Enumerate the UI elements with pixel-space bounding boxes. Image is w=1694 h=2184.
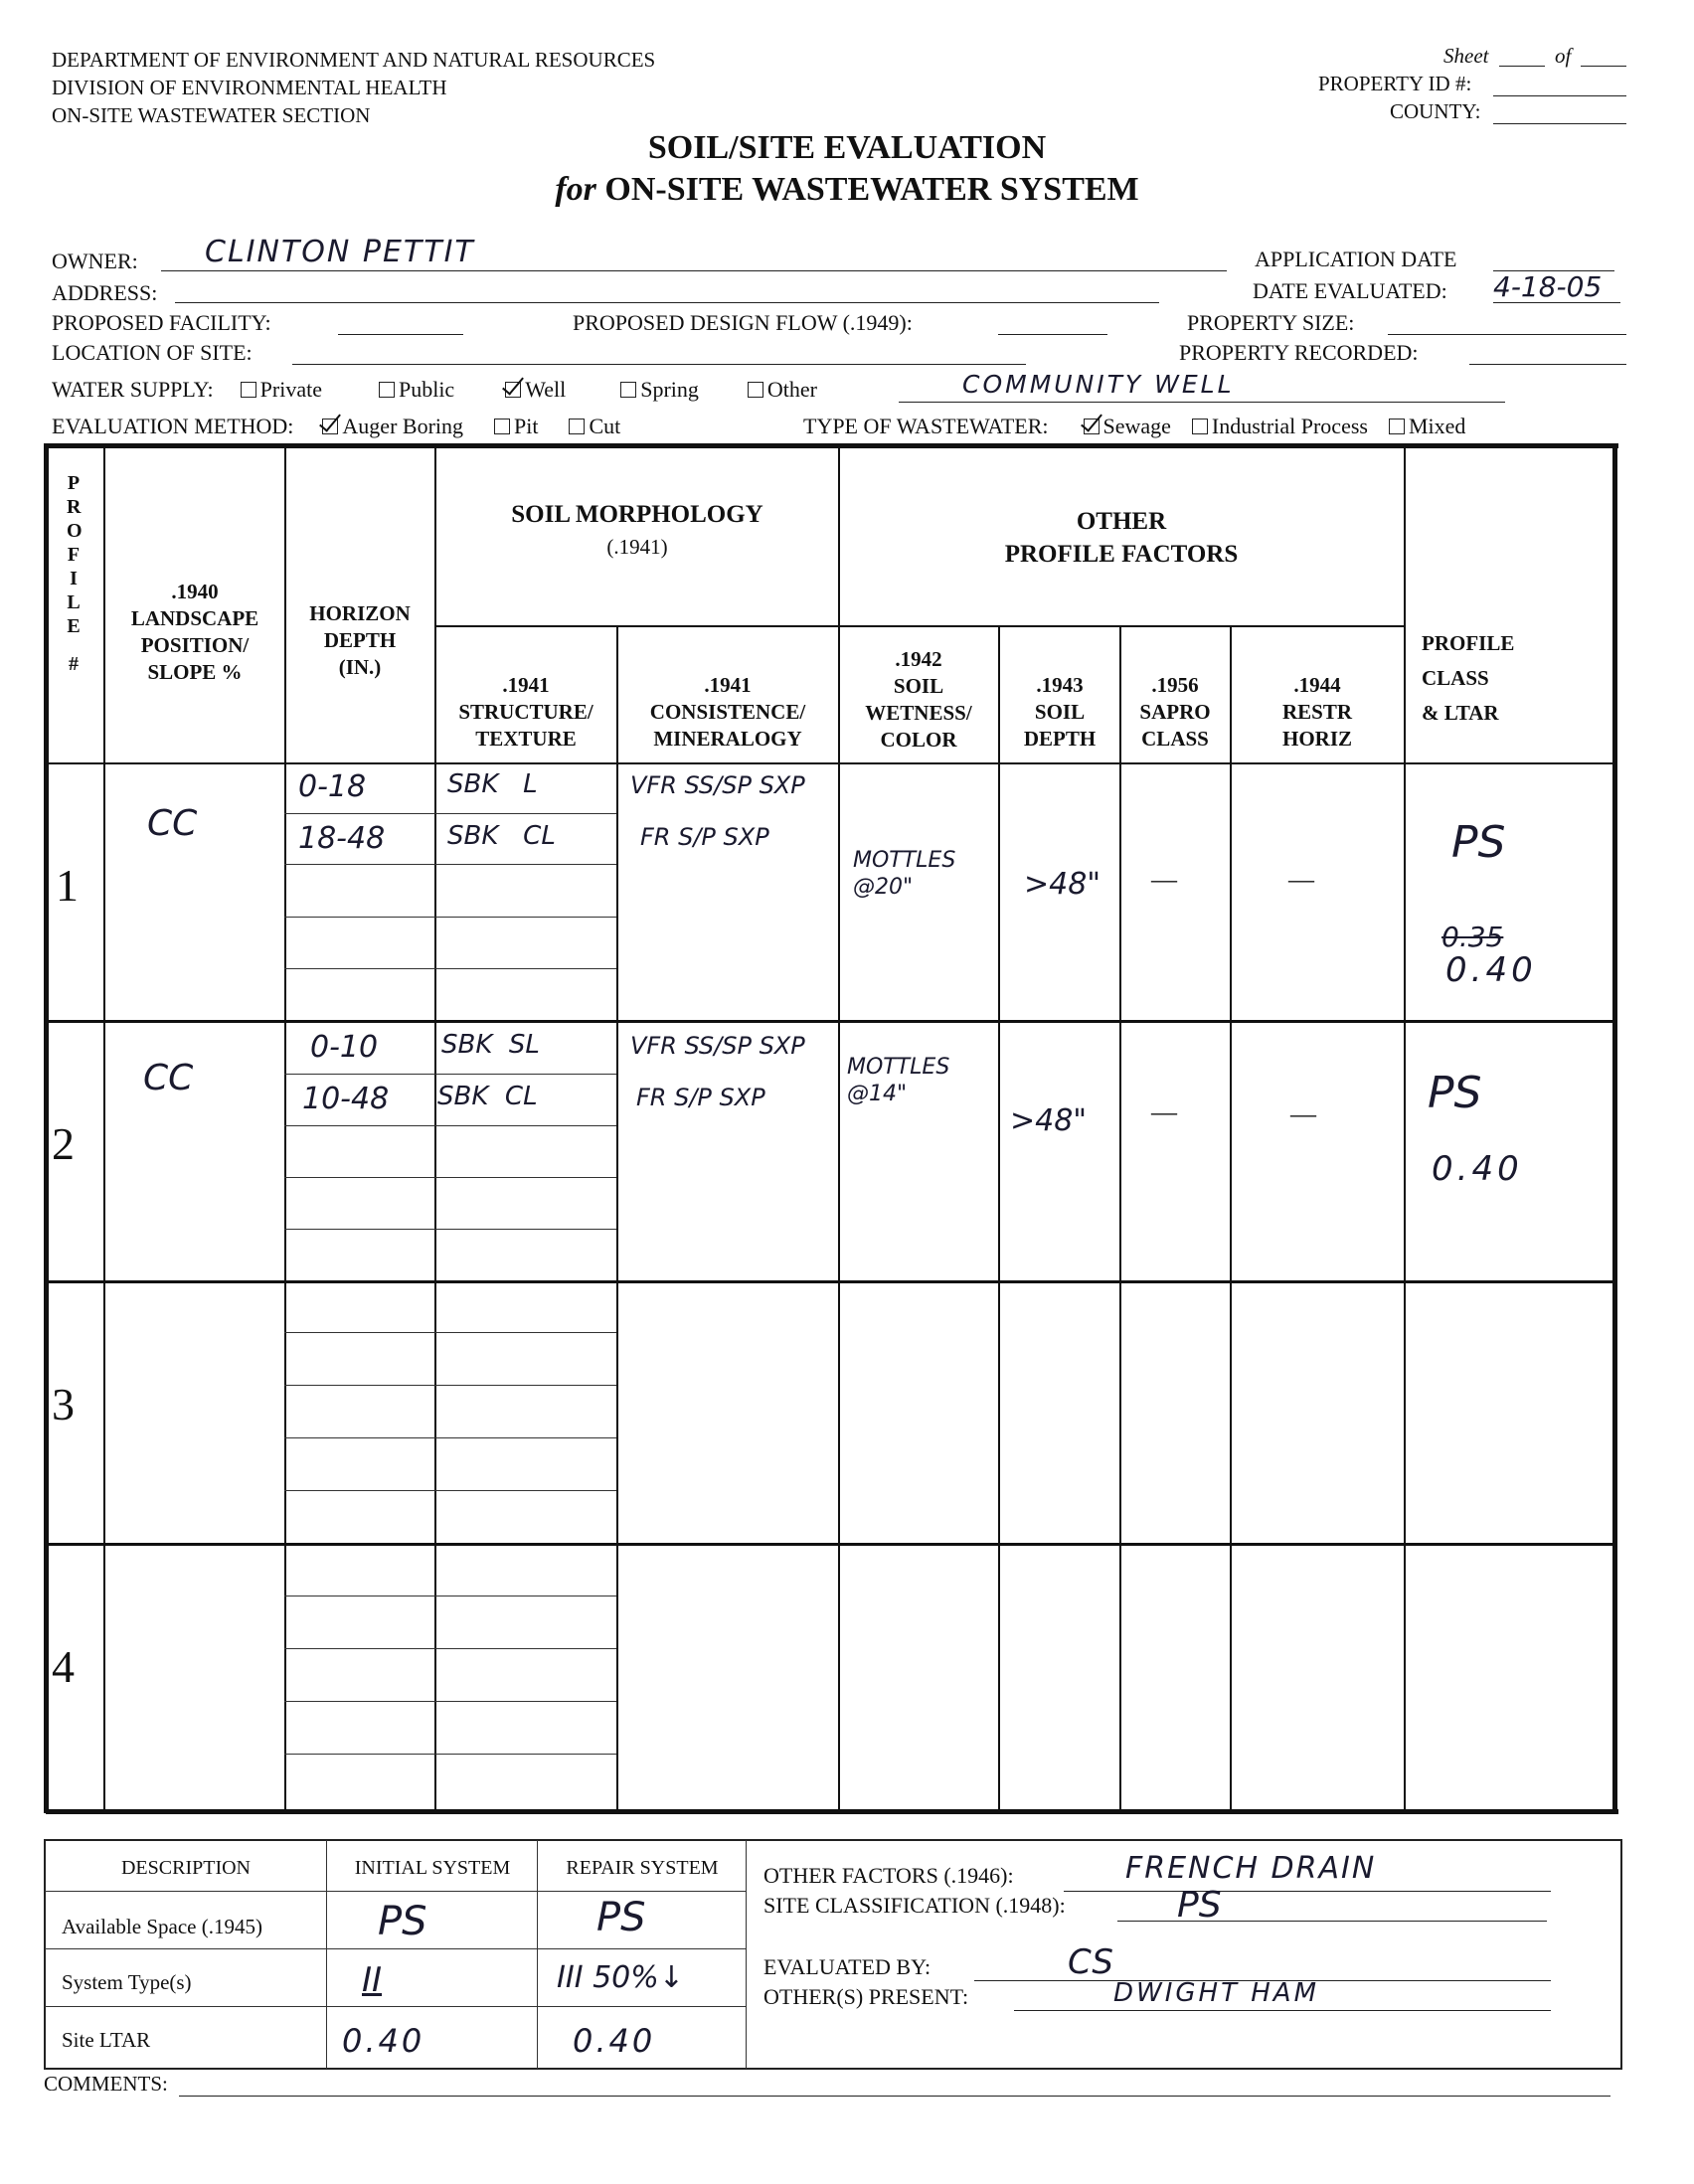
p2-soil-depth: >48" [1010, 1103, 1088, 1138]
p1-row2-structure: SBK CL [447, 821, 556, 851]
p1-ltar-struck: 0.35 [1441, 921, 1504, 953]
p1-row1-consistence: VFR SS/SP SXP [630, 771, 805, 799]
col-line-8 [1230, 626, 1232, 1810]
p4-subrow-3 [284, 1701, 616, 1702]
em-pit-label: Pit [514, 414, 539, 438]
wt-mixed-label: Mixed [1408, 414, 1466, 438]
summary-repair-header: REPAIR SYSTEM [566, 1857, 719, 1879]
form-title: SOIL/SITE EVALUATION [647, 129, 1047, 166]
p1-row1-structure: SBK L [447, 769, 538, 799]
evaluation-method-label: EVALUATION METHOD: [52, 414, 294, 438]
p1-sapro: — [1151, 865, 1177, 894]
p3-subrow-2 [284, 1385, 616, 1386]
table-left-border [44, 443, 49, 1813]
proposed-design-flow-field[interactable] [998, 334, 1107, 335]
site-class-value: PS [1177, 1885, 1222, 1926]
evaluated-by-label: EVALUATED BY: [763, 1954, 932, 1979]
em-pit-checkbox[interactable] [494, 419, 510, 434]
profile-separator-3 [46, 1543, 1614, 1546]
col-line-7 [1119, 626, 1121, 1810]
summary-row-3 [45, 2006, 746, 2007]
water-supply-label: WATER SUPPLY: [52, 377, 214, 402]
ws-public-label: Public [398, 377, 455, 402]
p2-row2-depth: 10-48 [302, 1082, 390, 1116]
p2-restr: — [1290, 1099, 1316, 1128]
comments-label: COMMENTS: [44, 2072, 168, 2096]
property-id-label: PROPERTY ID #: [1318, 72, 1472, 95]
county-label: COUNTY: [1390, 99, 1481, 123]
summary-divider-3 [746, 1840, 747, 2069]
header-sub-line [434, 625, 1404, 627]
subtitle-rest: ON-SITE WASTEWATER SYSTEM [595, 171, 1139, 208]
profile-number-4: 4 [52, 1641, 75, 1692]
p2-row1-depth: 0-10 [310, 1030, 379, 1065]
p1-subrow-2 [284, 864, 616, 865]
ws-spring-checkbox[interactable] [620, 382, 636, 398]
p3-subrow-1 [284, 1332, 616, 1333]
em-cut-label: Cut [589, 414, 621, 438]
p1-landscape: CC [147, 803, 198, 844]
em-auger-label: Auger Boring [342, 414, 464, 438]
ws-other-checkbox[interactable] [748, 382, 763, 398]
date-evaluated-value: 4-18-05 [1493, 270, 1603, 303]
ws-public-checkbox[interactable] [379, 382, 395, 398]
table-top-border [46, 443, 1618, 448]
others-present-field[interactable] [1014, 2010, 1551, 2011]
p1-subrow-3 [284, 917, 616, 918]
profile-number-3: 3 [52, 1379, 75, 1429]
p1-subrow-1 [284, 813, 616, 814]
water-supply-row [52, 377, 817, 403]
header-soil-depth: .1943 SOIL DEPTH [1023, 673, 1097, 751]
dept-line-1: DEPARTMENT OF ENVIRONMENT AND NATURAL RESOURCES [52, 48, 656, 72]
p1-row2-depth: 18-48 [298, 821, 386, 856]
header-profile-number: P R O F I L E # [67, 472, 83, 675]
p1-restr: — [1288, 865, 1314, 894]
property-size-label: PROPERTY SIZE: [1187, 310, 1355, 335]
p2-row2-consistence: FR S/P SXP [636, 1084, 765, 1111]
evaluated-by-value: CS [1068, 1942, 1113, 1982]
property-id-field[interactable] [1493, 95, 1626, 96]
location-label: LOCATION OF SITE: [52, 340, 253, 365]
p1-ltar: 0.40 [1445, 950, 1537, 990]
ws-other-value: COMMUNITY WELL [962, 370, 1235, 399]
header-other-factors: OTHER PROFILE FACTORS [1004, 508, 1239, 568]
system-type-label: System Type(s) [62, 1970, 192, 1994]
ws-other-label: Other [766, 377, 817, 402]
p2-row2-structure: SBK CL [437, 1082, 538, 1111]
p2-subrow-3 [284, 1177, 616, 1178]
profile-number-2: 2 [52, 1118, 75, 1169]
summary-initial-header: INITIAL SYSTEM [354, 1857, 511, 1879]
comments-field[interactable] [179, 2096, 1610, 2097]
header-profile-class: PROFILE CLASS & LTAR [1422, 631, 1515, 725]
p1-subrow-4 [284, 968, 616, 969]
other-factors-field[interactable] [1064, 1891, 1551, 1892]
others-present-label: OTHER(S) PRESENT: [763, 1984, 969, 2009]
profile-separator-1 [46, 1020, 1614, 1023]
sheet-number-field[interactable] [1499, 66, 1545, 67]
owner-label: OWNER: [52, 249, 138, 273]
wt-sewage-label: Sewage [1102, 414, 1171, 438]
table-bottom-border [46, 1809, 1618, 1814]
summary-row-2 [45, 1948, 746, 1949]
p4-subrow-2 [284, 1648, 616, 1649]
address-field[interactable] [175, 302, 1159, 303]
owner-field[interactable] [161, 270, 1227, 271]
table-right-border [1612, 443, 1617, 1813]
wt-mixed-checkbox[interactable] [1389, 419, 1405, 434]
site-class-label: SITE CLASSIFICATION (.1948): [763, 1893, 1066, 1918]
summary-row-1 [45, 1891, 746, 1892]
ltar-initial: 0.40 [342, 2022, 425, 2060]
others-present-value: DWIGHT HAM [1113, 1978, 1320, 2008]
p4-subrow-4 [284, 1754, 616, 1755]
evaluation-method-row [52, 414, 620, 439]
other-factors-value: FRENCH DRAIN [1125, 1851, 1377, 1886]
proposed-facility-field[interactable] [338, 334, 463, 335]
application-date-label: APPLICATION DATE [1255, 247, 1457, 271]
county-field[interactable] [1493, 123, 1626, 124]
p3-subrow-4 [284, 1490, 616, 1491]
property-recorded-field[interactable] [1469, 364, 1626, 365]
p2-landscape: CC [143, 1058, 194, 1098]
em-cut-checkbox[interactable] [569, 419, 585, 434]
dept-line-3: ON-SITE WASTEWATER SECTION [52, 103, 371, 127]
p2-wetness: MOTTLES @14" [847, 1055, 950, 1106]
ws-private-label: Private [259, 377, 322, 402]
col-line-3 [434, 446, 436, 1810]
header-horizon: HORIZON DEPTH (IN.) [309, 601, 411, 679]
p2-sapro: — [1151, 1097, 1177, 1126]
col-line-6 [998, 626, 1000, 1810]
header-landscape: .1940 LANDSCAPE POSITION/ SLOPE % [130, 580, 259, 684]
p2-class: PS [1428, 1068, 1482, 1118]
wt-industrial-checkbox[interactable] [1192, 419, 1208, 434]
header-restr: .1944 RESTR HORIZ [1281, 673, 1353, 751]
header-soil-morphology-sub: (.1941) [606, 535, 668, 559]
available-space-label: Available Space (.1945) [62, 1915, 262, 1938]
address-label: ADDRESS: [52, 280, 158, 305]
proposed-design-flow-label: PROPOSED DESIGN FLOW (.1949): [573, 310, 913, 335]
p2-subrow-4 [284, 1229, 616, 1230]
header-consistence: .1941 CONSISTENCE/ MINERALOGY [649, 673, 806, 751]
header-structure: .1941 STRUCTURE/ TEXTURE [458, 673, 593, 751]
summary-divider-2 [537, 1840, 538, 2069]
p1-soil-depth: >48" [1024, 867, 1101, 902]
property-size-field[interactable] [1388, 334, 1626, 335]
dept-line-2: DIVISION OF ENVIRONMENTAL HEALTH [52, 76, 447, 99]
proposed-facility-label: PROPOSED FACILITY: [52, 310, 271, 335]
profile-number-1: 1 [56, 860, 79, 911]
ws-other-field[interactable] [899, 402, 1505, 403]
owner-value: CLINTON PETTIT [205, 235, 475, 269]
p2-ltar: 0.40 [1432, 1149, 1523, 1189]
wastewater-type-row [803, 414, 1465, 439]
ws-well-checkbox[interactable] [505, 382, 521, 398]
header-wetness: .1942 SOIL WETNESS/ COLOR [865, 647, 972, 752]
header-bottom-line [46, 762, 1614, 764]
available-repair: PS [596, 1895, 646, 1940]
system-initial: II [362, 1960, 383, 2000]
sheet-total-field[interactable] [1581, 66, 1626, 67]
col-line-4 [616, 626, 618, 1810]
p1-wetness: MOTTLES @20" [853, 848, 956, 900]
sheet-label: Sheet [1443, 44, 1489, 68]
ws-spring-label: Spring [640, 377, 699, 402]
form-subtitle [0, 171, 1694, 209]
wt-industrial-label: Industrial Process [1211, 414, 1368, 438]
wastewater-type-label: TYPE OF WASTEWATER: [803, 414, 1049, 438]
p1-row1-depth: 0-18 [298, 769, 367, 804]
p3-subrow-3 [284, 1437, 616, 1438]
header-soil-morphology: SOIL MORPHOLOGY [511, 501, 763, 528]
profile-separator-2 [46, 1280, 1614, 1283]
em-auger-checkbox[interactable] [322, 419, 338, 434]
p2-row1-consistence: VFR SS/SP SXP [630, 1032, 805, 1060]
wt-sewage-checkbox[interactable] [1084, 419, 1100, 434]
p2-subrow-1 [284, 1074, 616, 1075]
header-sapro: .1956 SAPRO CLASS [1139, 673, 1211, 751]
site-ltar-label: Site LTAR [62, 2028, 151, 2052]
available-initial: PS [378, 1899, 427, 1944]
p1-row2-consistence: FR S/P SXP [640, 823, 769, 851]
p2-row1-structure: SBK SL [441, 1030, 540, 1060]
system-repair: III 50%↓ [557, 1960, 684, 1995]
location-field[interactable] [292, 364, 1026, 365]
subtitle-for: for [555, 171, 596, 208]
department-block [52, 46, 655, 129]
p2-subrow-2 [284, 1125, 616, 1126]
p1-class: PS [1451, 817, 1506, 868]
ltar-repair: 0.40 [573, 2022, 656, 2060]
other-factors-label: OTHER FACTORS (.1946): [763, 1863, 1014, 1888]
sheet-of-label: of [1555, 44, 1572, 68]
summary-divider-1 [326, 1840, 327, 2069]
property-recorded-label: PROPERTY RECORDED: [1179, 340, 1419, 365]
ws-well-label: Well [525, 377, 567, 402]
date-evaluated-label: DATE EVALUATED: [1253, 278, 1447, 303]
col-line-9 [1404, 446, 1406, 1810]
summary-description-header: DESCRIPTION [120, 1857, 251, 1879]
ws-private-checkbox[interactable] [241, 382, 256, 398]
